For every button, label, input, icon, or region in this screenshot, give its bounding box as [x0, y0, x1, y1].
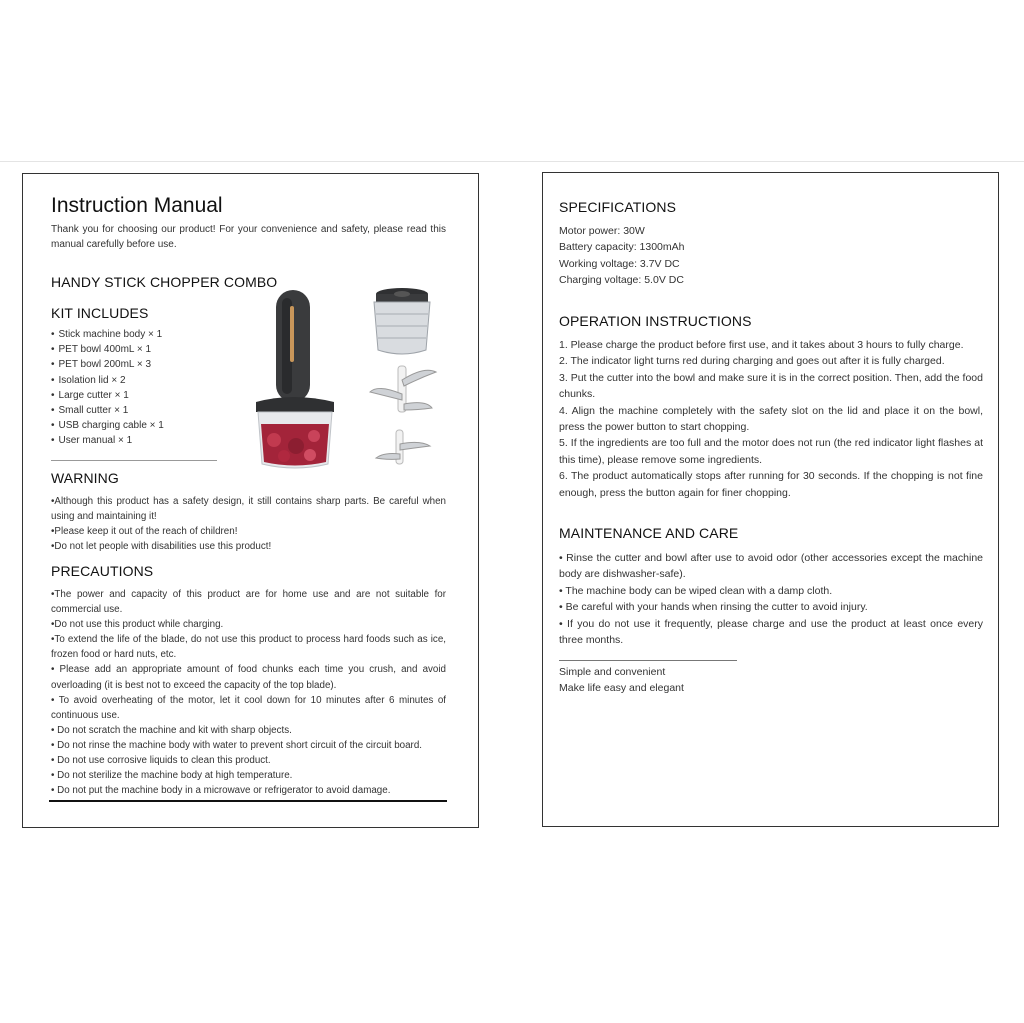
left-page	[22, 173, 479, 828]
ops-heading: OPERATION INSTRUCTIONS	[559, 313, 752, 329]
spec-list	[559, 223, 684, 289]
product-illustration	[248, 284, 448, 474]
list-item: • If you do not use it frequently, please charge and use the product at least once every three months.	[559, 617, 983, 647]
list-item: •Please keep it out of the reach of children!	[51, 526, 238, 538]
list-item: •Do not let people with disabilities use this product!	[51, 541, 272, 553]
list-item: • Please add an appropriate amount of food chunks each time you crush, and avoid overloading (it is best not to exceed the capacity of the top blade).	[51, 664, 446, 691]
ops-list	[559, 337, 983, 501]
intro-text: Thank you for choosing our product! For your convenience and safety, please read this manual carefully before use.	[51, 224, 446, 250]
kit-list	[51, 327, 164, 449]
precautions-bottom-rule	[49, 800, 447, 802]
list-item: • Do not use corrosive liquids to clean this product.	[51, 755, 271, 767]
bowl-stack-image	[374, 288, 430, 354]
list-item: 5. If the ingredients are too full and the motor does not run (the red indicator light flashes at this time), please remove some ingredients.	[559, 437, 983, 466]
list-item: • Do not sterilize the machine body at high temperature.	[51, 770, 293, 782]
warning-heading: WARNING	[51, 470, 119, 486]
page-top-divider	[0, 161, 1024, 162]
list-item: • Be careful with your hands when rinsing the cutter to avoid injury.	[559, 601, 868, 614]
list-item: • Small cutter × 1	[51, 403, 164, 418]
list-item: •The power and capacity of this product are for home use and are not suitable for commercial use.	[51, 589, 446, 616]
list-item: 2. The indicator light turns red during charging and goes out after it is fully charged.	[559, 355, 945, 368]
list-item: • Do not rinse the machine body with water to prevent short circuit of the circuit board.	[51, 739, 422, 751]
list-item: • Rinse the cutter and bowl after use to avoid odor (other accessories except the machine body are dishwasher-safe).	[559, 552, 983, 581]
list-item: • The machine body can be wiped clean with a damp cloth.	[559, 584, 833, 597]
list-item: 4. Align the machine completely with the safety slot on the lid and place it on the bowl, press the power button to start chopping.	[559, 404, 983, 434]
list-item: • User manual × 1	[51, 433, 164, 448]
large-cutter-image	[370, 366, 436, 412]
warning-list	[51, 494, 446, 554]
precautions-heading: PRECAUTIONS	[51, 563, 154, 579]
product-name: HANDY STICK CHOPPER COMBO	[51, 274, 278, 290]
list-item: • Stick machine body × 1	[51, 327, 164, 342]
maint-heading: MAINTENANCE AND CARE	[559, 525, 739, 541]
list-item: • Isolation lid × 2	[51, 373, 164, 388]
list-item: • Do not put the machine body in a microwave or refrigerator to avoid damage.	[51, 785, 391, 797]
slogan-line-1: Simple and convenient	[559, 666, 666, 678]
manual-title: Instruction Manual	[51, 194, 223, 217]
slogan	[559, 664, 684, 697]
precautions-list	[51, 587, 446, 798]
maint-list	[559, 550, 983, 648]
list-item: • To avoid overheating of the motor, let it cool down for 10 minutes after 6 minutes of continuous use.	[51, 694, 446, 721]
list-item: • PET bowl 400mL × 1	[51, 342, 164, 357]
list-item: 6. The product automatically stops after running for 30 seconds. If the chopping is not fine enough, press the button again for finer chopping.	[559, 470, 983, 499]
kit-heading: KIT INCLUDES	[51, 305, 149, 321]
right-page	[542, 172, 999, 827]
list-item: •Although this product has a safety design, it still contains sharp parts. Be careful when using and maintaining it!	[51, 496, 446, 523]
list-item: Charging voltage: 5.0V DC	[559, 274, 684, 287]
slogan-line-2: Make life easy and elegant	[559, 682, 684, 695]
list-item: Working voltage: 3.7V DC	[559, 257, 680, 270]
list-item: • USB charging cable × 1	[51, 418, 164, 433]
list-item: •Do not use this product while charging.	[51, 619, 224, 631]
list-item: • PET bowl 200mL × 3	[51, 357, 164, 372]
slogan-divider	[559, 660, 737, 661]
list-item: 3. Put the cutter into the bowl and make sure it is in the correct position. Then, add the food chunks.	[559, 371, 983, 401]
list-item: •To extend the life of the blade, do not use this product to process hard foods such as ice, frozen food or hard nuts, etc.	[51, 634, 446, 661]
spec-heading: SPECIFICATIONS	[559, 199, 677, 215]
chopper-product-image	[256, 290, 334, 468]
list-item: Motor power: 30W	[559, 225, 645, 237]
list-item: Battery capacity: 1300mAh	[559, 241, 685, 254]
list-item: • Large cutter × 1	[51, 388, 164, 403]
kit-divider	[51, 460, 217, 461]
small-cutter-image	[376, 430, 430, 464]
list-item: 1. Please charge the product before first use, and it takes about 3 hours to fully charge.	[559, 339, 964, 351]
list-item: • Do not scratch the machine and kit with sharp objects.	[51, 724, 292, 736]
